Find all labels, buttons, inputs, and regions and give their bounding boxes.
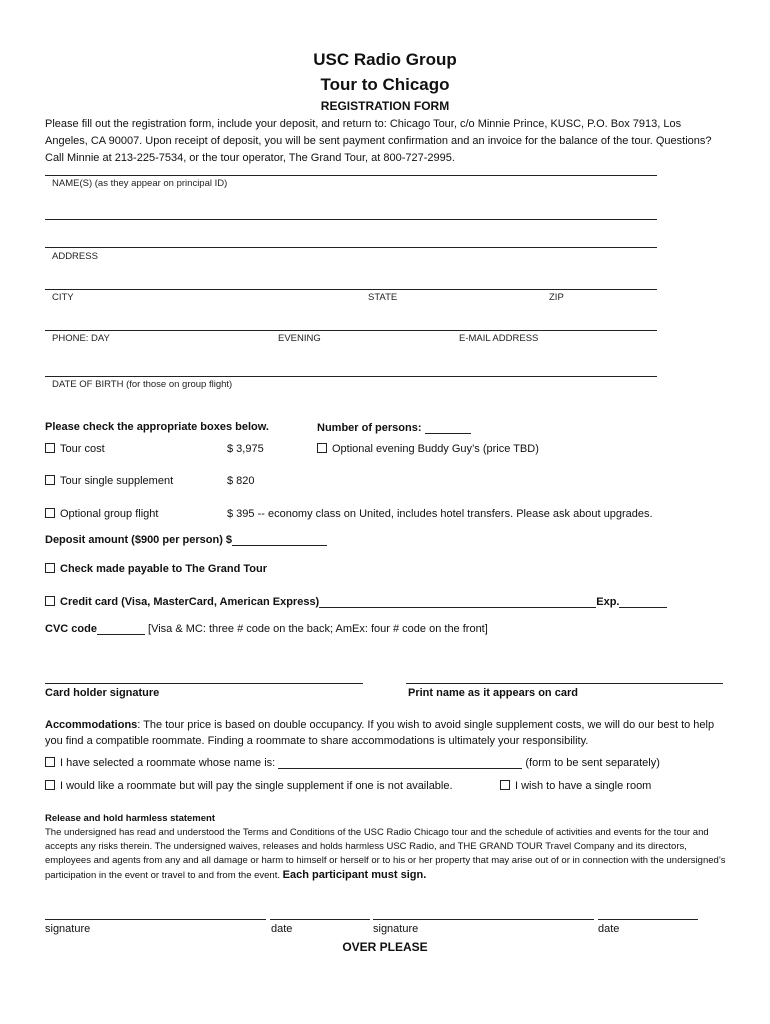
credit-card-option[interactable] [45,595,667,608]
over-please: OVER PLEASE [342,940,428,954]
phone-day-label: PHONE: DAY [52,333,110,344]
tour-cost-label: Tour cost [60,443,105,455]
tour-cost-price: $ 3,975 [227,443,264,455]
date-1-line[interactable] [270,919,370,920]
deposit-label: Deposit amount ($900 per person) $ [45,534,233,546]
print-name-label: Print name as it appears on card [408,687,578,699]
signature-2-label: signature [373,923,419,935]
check-checkbox[interactable] [45,563,55,573]
signature-1-label: signature [45,923,91,935]
names-label: NAME(S) (as they appear on principal ID) [52,178,228,189]
cvc-label: CVC code [45,623,97,635]
evening-label: EVENING [278,333,321,344]
print-name-line[interactable] [406,683,723,684]
roommate-note: (form to be sent separately) [525,757,660,769]
release-text [45,826,735,883]
check-option[interactable] [45,563,267,575]
names-line-2[interactable] [45,219,657,220]
state-label: STATE [368,292,398,303]
address-label: ADDRESS [52,251,98,262]
deposit-field [45,533,327,546]
buddy-guys-label: Optional evening Buddy Guy’s (price TBD) [332,443,539,455]
accommodations-body: : The tour price is based on double occupancy. If you wish to avoid single supplement costs, we will do our best to help you find a compatible roommate. Finding a roommate to share accommodations is ultimately your responsibility. [45,719,715,747]
accommodations-text [45,717,725,749]
persons-label: Number of persons: [317,422,422,434]
group-flight-label: Optional group flight [60,508,159,520]
date-2-line[interactable] [598,919,698,920]
dob-line[interactable] [45,376,657,377]
single-room-checkbox[interactable] [500,780,510,790]
single-room-label: I wish to have a single room [515,780,652,792]
card-holder-signature-line[interactable] [45,683,363,684]
roommate-selected-checkbox[interactable] [45,757,55,767]
card-holder-signature-label: Card holder signature [45,687,160,699]
buddy-guys-checkbox[interactable] [317,443,327,453]
group-flight-checkbox[interactable] [45,508,55,518]
city-label: CITY [52,292,74,303]
group-flight-option[interactable] [45,508,158,520]
single-room-option[interactable] [500,780,651,792]
single-supplement-label: Tour single supplement [60,475,174,487]
cvc-input[interactable] [97,622,145,635]
tour-cost-checkbox[interactable] [45,443,55,453]
roommate-name-input[interactable] [278,756,522,769]
email-label: E-MAIL ADDRESS [459,333,539,344]
single-supplement-checkbox[interactable] [45,475,55,485]
cvc-note: [Visa & MC: three # code on the back; AmEx: four # code on the front] [148,623,488,635]
signature-1-line[interactable] [45,919,266,920]
exp-input[interactable] [619,595,667,608]
roommate-wanted-checkbox[interactable] [45,780,55,790]
release-body: The undersigned has read and understood the Terms and Conditions of the USC Radio Chicago tour and the schedule of activities and events for the tour and accepts any risks therein. The undersigned waives, releases and holds harmless USC Radio, and THE GRAND TOUR Travel Company and its directors, employees and agents from any and all damage or harm to himself or herself or to his or her property that may arise out of or in connection with the undersigned’s participation in the event or travel to and from the event. [45,827,726,881]
names-line[interactable] [45,175,657,176]
options-heading: Please check the appropriate boxes below. [45,421,269,433]
persons-input[interactable] [425,421,471,434]
check-label: Check made payable to The Grand Tour [60,563,268,575]
single-supplement-price: $ 820 [227,475,255,487]
signature-2-line[interactable] [373,919,594,920]
city-line[interactable] [45,289,657,290]
release-heading: Release and hold harmless statement [45,813,216,824]
phone-line[interactable] [45,330,657,331]
exp-label: Exp. [596,596,620,608]
buddy-guys-option[interactable] [317,443,539,455]
date-1-label: date [271,923,293,935]
title-line-1: USC Radio Group [313,50,457,69]
deposit-input[interactable] [232,533,327,546]
persons-field [317,421,471,434]
dob-label: DATE OF BIRTH (for those on group flight) [52,379,233,390]
group-flight-price: $ 395 -- economy class on United, includes hotel transfers. Please ask about upgrades. [227,508,653,520]
release-emphasis: Each participant must sign. [282,869,427,881]
credit-card-checkbox[interactable] [45,596,55,606]
address-line[interactable] [45,247,657,248]
roommate-selected-option[interactable] [45,756,660,769]
zip-label: ZIP [549,292,564,303]
date-2-label: date [598,923,620,935]
accommodations-heading: Accommodations [45,719,138,731]
cvc-field [45,622,488,635]
credit-card-label: Credit card (Visa, MasterCard, American Express) [60,596,320,608]
intro-text: Please fill out the registration form, include your deposit, and return to: Chicago Tour, c/o Minnie Prince, KUSC, P.O. Box 7913, Los Angeles, CA 90007. Upon receipt of deposit, you will be sent payment confirmation and an invoice for the balance of the tour. Questions? Call Minnie at 213-225-7534, or the tour operator, The Grand Tour, at 800-727-2995. [45,118,712,164]
title-line-2: Tour to Chicago [320,75,450,94]
form-title: REGISTRATION FORM [320,99,450,113]
single-supplement-option[interactable] [45,475,173,487]
roommate-wanted-label: I would like a roommate but will pay the single supplement if one is not available. [60,780,453,792]
credit-card-input[interactable] [319,595,596,608]
roommate-selected-label: I have selected a roommate whose name is: [60,757,276,769]
tour-cost-option[interactable] [45,443,105,455]
roommate-wanted-option[interactable] [45,780,453,792]
